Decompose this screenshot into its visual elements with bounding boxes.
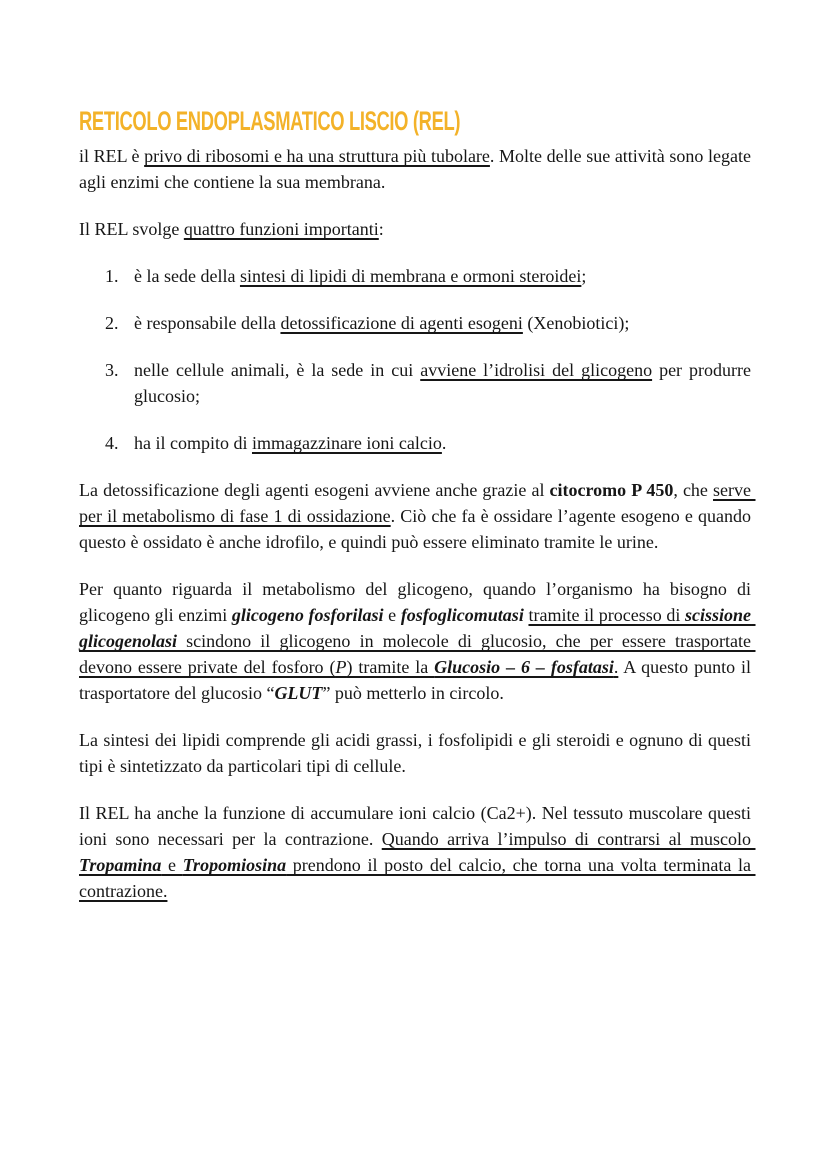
text-run: Tropomiosina: [182, 855, 287, 875]
text-run: e: [161, 855, 183, 875]
list-item-marker: 3.: [105, 360, 119, 380]
list-item: [79, 310, 751, 336]
text-run: GLUT: [274, 683, 323, 703]
text-run: prendono il posto del calcio, che torna una volta terminata la contrazione.: [79, 855, 756, 901]
text-run: è responsabile della: [134, 313, 281, 333]
list-item-marker: 2.: [105, 313, 119, 333]
text-run: Il REL svolge: [79, 219, 184, 239]
text-run: avviene l’idrolisi del glicogeno: [420, 360, 653, 380]
text-run: A questo punto il trasportatore del glucosio “: [79, 657, 756, 703]
paragraph: [79, 800, 756, 904]
text-run: ) tramite la: [346, 657, 435, 677]
text-run: è la sede della: [134, 266, 240, 286]
text-run: detossificazione di agenti esogeni: [280, 313, 523, 333]
text-run: (Xenobiotici);: [522, 313, 630, 333]
text-run: La sintesi dei lipidi comprende gli acidi grassi, i fosfolipidi e gli steroidi e ognuno di questi tipi è sintetizzato da particolari tipi di cellule.: [79, 730, 756, 776]
text-run: Glucosio – 6 – fosfatasi: [434, 657, 614, 677]
text-run: . Ciò che fa è ossidare l’agente esogeno e quando questo è ossidato è anche idrofilo, e quindi può essere eliminato tramite le urine.: [79, 506, 756, 552]
numbered-list: [79, 263, 756, 456]
page-title: RETICOLO ENDOPLASMATICO LISCIO (REL): [79, 106, 461, 136]
text-run: scindono il glicogeno in molecole di glucosio, che per essere trasportate devono essere private del fosforo (: [79, 631, 756, 677]
list-item-text: [134, 357, 756, 409]
text-run: e: [383, 605, 401, 625]
paragraph: [79, 576, 756, 706]
text-run: Quando arriva l’impulso di contrarsi al muscolo: [381, 829, 756, 849]
text-run: quattro funzioni importanti: [183, 219, 379, 239]
text-run: ” può metterlo in circolo.: [322, 683, 504, 703]
list-item-text: [134, 263, 751, 289]
text-run: serve per il metabolismo di fase 1 di ossidazione: [79, 480, 756, 526]
text-run: . Molte delle sue attività sono legate agli enzimi che contiene la sua membrana.: [79, 146, 756, 192]
text-run: nelle cellule animali, è la sede in cui: [134, 360, 421, 380]
text-run: glicogeno fosforilasi: [231, 605, 384, 625]
document-body: [79, 143, 756, 904]
text-run: immagazzinare ioni calcio: [251, 433, 442, 453]
text-run: citocromo P 450: [549, 480, 674, 500]
list-item-marker: 1.: [105, 266, 119, 286]
text-run: P: [335, 657, 347, 677]
paragraph: [79, 216, 751, 242]
list-item-marker: 4.: [105, 433, 119, 453]
text-run: ;: [581, 266, 587, 286]
text-run: , che: [673, 480, 714, 500]
paragraph: [79, 727, 756, 779]
text-run: :: [378, 219, 384, 239]
list-item: [79, 430, 751, 456]
list-item-text: [134, 310, 751, 336]
text-run: .: [613, 657, 619, 677]
text-run: .: [441, 433, 447, 453]
list-item-text: [134, 430, 751, 456]
text-run: tramite il processo di: [528, 605, 685, 625]
document-content: [79, 106, 756, 925]
text-run: Tropamina: [79, 855, 162, 875]
list-item: [79, 357, 756, 409]
text-run: La detossificazione degli agenti esogeni avviene anche grazie al: [79, 480, 550, 500]
text-run: scissione glicogenolasi: [79, 605, 756, 651]
text-run: il REL è: [79, 146, 145, 166]
list-item: [79, 263, 751, 289]
text-run: Per quanto riguarda il metabolismo del glicogeno, quando l’organismo ha bisogno di glicogeno gli enzimi: [79, 579, 756, 625]
text-run: sintesi di lipidi di membrana e ormoni steroidei: [239, 266, 582, 286]
text-run: Il REL ha anche la funzione di accumulare ioni calcio (Ca2+). Nel tessuto muscolare questi ioni sono necessari per la contrazione.: [79, 803, 756, 849]
text-run: privo di ribosomi e ha una struttura più tubolare: [144, 146, 490, 166]
text-run: fosfoglicomutasi: [400, 605, 524, 625]
paragraph: [79, 143, 756, 195]
text-run: ha il compito di: [134, 433, 252, 453]
text-run: per produrre glucosio;: [134, 360, 756, 406]
paragraph: [79, 477, 756, 555]
